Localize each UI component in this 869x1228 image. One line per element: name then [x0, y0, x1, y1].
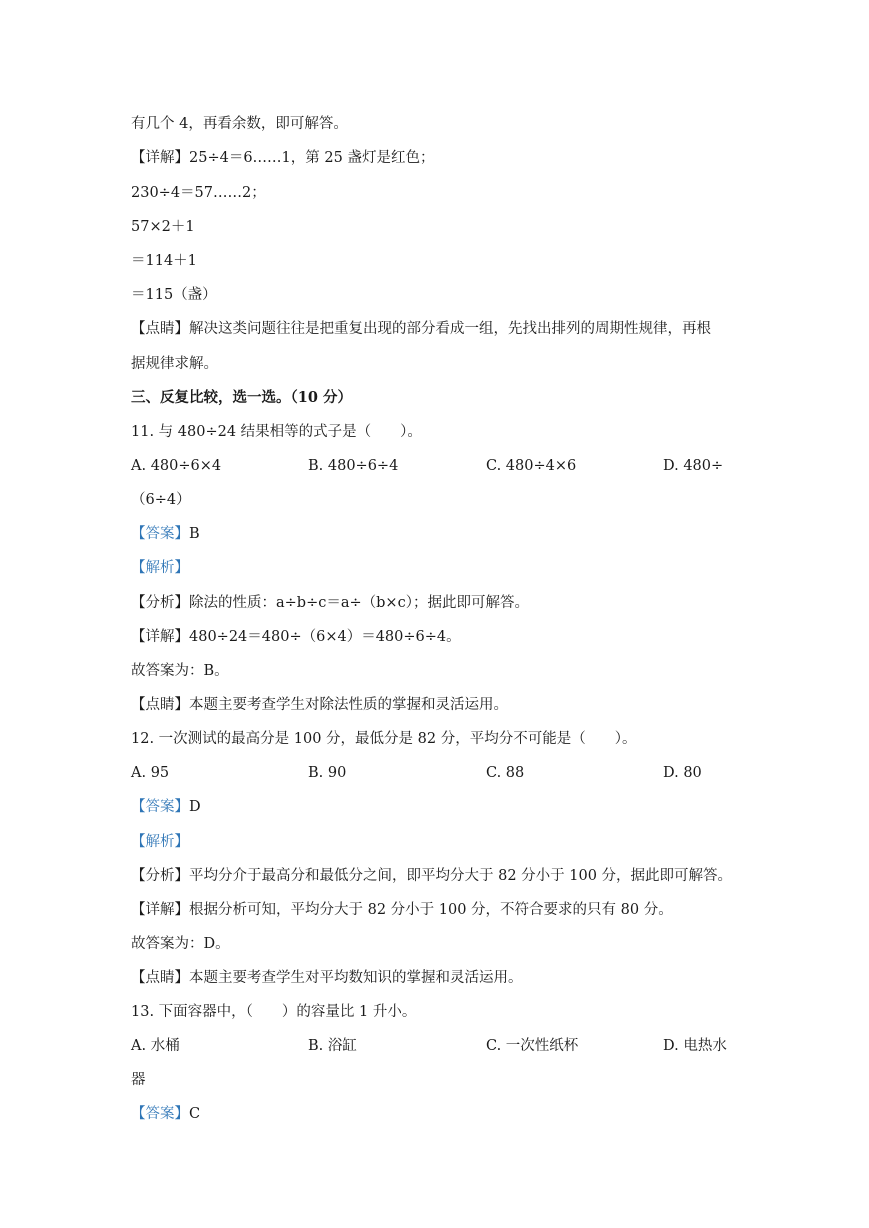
- math-line: [131, 183, 266, 203]
- q12-option-a: A. 95: [131, 765, 170, 781]
- xiangjie-tag: 【详解】: [131, 902, 189, 918]
- q13-answer: [131, 1104, 200, 1124]
- text-line: [131, 114, 348, 134]
- q11-xiangjie: [131, 627, 461, 647]
- fenxi-text: 除法的性质：a÷b÷c＝a÷（b×c）；据此即可解答。: [189, 595, 529, 611]
- insight-text: 解决这类问题往往是把重复出现的部分看成一组，先找出排列的周期性规律，再根: [189, 321, 711, 337]
- answer-tag: 【答案】: [131, 799, 189, 815]
- q12-analysis-tag: 【解析】: [131, 834, 189, 850]
- math-line: [131, 251, 197, 271]
- insight-line: [131, 319, 711, 339]
- q13-option-c: C. 一次性纸杯: [486, 1038, 579, 1054]
- q12-option-c: C. 88: [486, 765, 525, 781]
- fenxi-tag: 【分析】: [131, 595, 189, 611]
- answer-value: C: [189, 1106, 201, 1122]
- math-text: 230÷4＝57……2；: [131, 185, 266, 201]
- q11-option-c: C. 480÷4×6: [486, 458, 577, 474]
- math-text: ＝115（盏）: [131, 287, 217, 303]
- answer-value: D: [189, 799, 201, 815]
- answer-tag: 【答案】: [131, 1106, 189, 1122]
- math-line: [131, 217, 195, 237]
- q11-option-d-cont: （6÷4）: [131, 492, 191, 508]
- math-text: ＝114＋1: [131, 253, 197, 269]
- q12-fenxi: [131, 866, 732, 886]
- q13-option-b: B. 浴缸: [308, 1038, 357, 1054]
- q13-option-d: D. 电热水: [663, 1038, 727, 1054]
- q11-conclusion: 故答案为：B。: [131, 663, 229, 679]
- q12-answer: [131, 797, 201, 817]
- question-12-stem: 12. 一次测试的最高分是 100 分，最低分是 82 分，平均分不可能是（ ）。: [131, 731, 637, 747]
- q11-option-d: D. 480÷: [663, 458, 724, 474]
- dianjing-tag: 【点睛】: [131, 970, 189, 986]
- insight-text: 据规律求解。: [131, 356, 218, 372]
- xiangjie-text: 480÷24＝480÷（6×4）＝480÷6÷4。: [189, 629, 461, 645]
- insight-line-cont: [131, 354, 218, 374]
- dianjing-text: 本题主要考查学生对除法性质的掌握和灵活运用。: [189, 697, 508, 713]
- q11-answer: [131, 524, 200, 544]
- q13-option-d-cont: 器: [131, 1072, 146, 1088]
- q12-conclusion: 故答案为：D。: [131, 936, 230, 952]
- dianjing-tag: 【点睛】: [131, 697, 189, 713]
- detail-text: 25÷4＝6……1，第 25 盏灯是红色；: [189, 150, 435, 166]
- answer-value: B: [189, 526, 200, 542]
- q11-fenxi: [131, 593, 529, 613]
- question-13-stem: 13. 下面容器中，（ ）的容量比 1 升小。: [131, 1004, 417, 1020]
- xiangjie-text: 根据分析可知，平均分大于 82 分小于 100 分，不符合要求的只有 80 分。: [189, 902, 673, 918]
- q13-option-a: A. 水桶: [131, 1038, 180, 1054]
- insight-tag: 【点睛】: [131, 321, 189, 337]
- detail-line: [131, 148, 434, 168]
- q11-option-a: A. 480÷6×4: [131, 458, 222, 474]
- detail-tag: 【详解】: [131, 150, 189, 166]
- text: 有几个 4，再看余数，即可解答。: [131, 116, 348, 132]
- q12-option-d: D. 80: [663, 765, 702, 781]
- section-heading: 三、反复比较，选一选。（10 分）: [131, 389, 352, 406]
- q12-dianjing: [131, 968, 523, 988]
- q12-option-b: B. 90: [308, 765, 347, 781]
- xiangjie-tag: 【详解】: [131, 629, 189, 645]
- question-11-stem: 11. 与 480÷24 结果相等的式子是（ ）。: [131, 424, 422, 440]
- q11-analysis-tag: 【解析】: [131, 560, 189, 576]
- dianjing-text: 本题主要考查学生对平均数知识的掌握和灵活运用。: [189, 970, 523, 986]
- q12-xiangjie: [131, 900, 673, 920]
- math-text: 57×2＋1: [131, 219, 195, 235]
- fenxi-tag: 【分析】: [131, 868, 189, 884]
- math-line: [131, 285, 217, 305]
- q11-option-b: B. 480÷6÷4: [308, 458, 399, 474]
- answer-tag: 【答案】: [131, 526, 189, 542]
- fenxi-text: 平均分介于最高分和最低分之间，即平均分大于 82 分小于 100 分，据此即可解答。: [189, 868, 733, 884]
- q11-dianjing: [131, 695, 508, 715]
